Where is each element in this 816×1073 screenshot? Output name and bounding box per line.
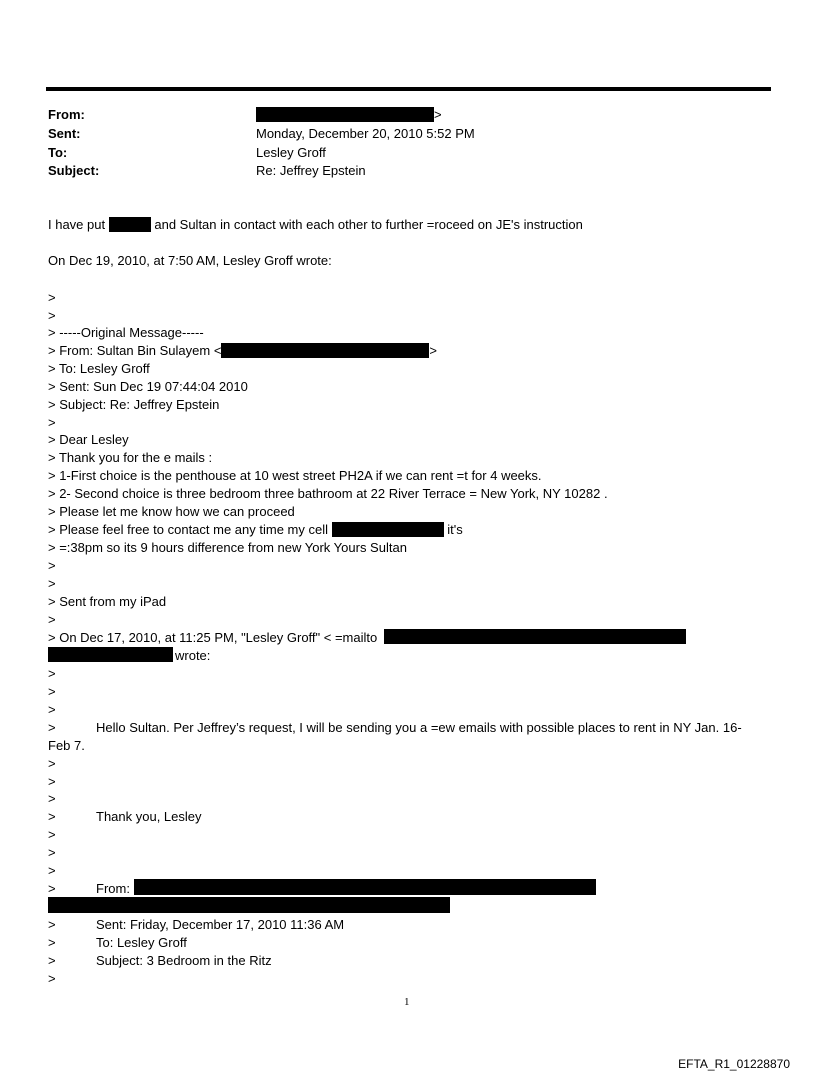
quote-line: > Sent from my iPad	[48, 594, 167, 609]
quote-line: >	[48, 827, 56, 842]
quote-line: Feb 7.	[48, 738, 85, 753]
subject-label: Subject:	[48, 163, 100, 178]
quote-line: >	[48, 612, 56, 627]
quote-line: > 1-First choice is the penthouse at 10 west street PH2A if we can rent =t for 4 weeks.	[48, 468, 542, 483]
quote-marker: >	[48, 953, 56, 968]
header-rule	[46, 87, 771, 91]
quote-line: >	[48, 308, 56, 323]
sent-label: Sent:	[48, 126, 81, 141]
quote-line: >	[48, 702, 56, 717]
quote-line: >	[48, 774, 56, 789]
quote-line: > From: Sultan Bin Sulayem < >	[48, 343, 438, 358]
quote-line: wrote:	[175, 648, 211, 663]
quote-line: > On Dec 17, 2010, at 11:25 PM, "Lesley Groff" < =mailto	[48, 630, 378, 645]
redaction-bar	[256, 107, 434, 122]
quote-marker: >	[48, 917, 56, 932]
quote-marker: >	[48, 935, 56, 950]
quote-line: >	[48, 845, 56, 860]
from-suffix: >	[434, 107, 442, 122]
quote-line: > Please let me know how we can proceed	[48, 504, 295, 519]
body-paragraph-2: On Dec 19, 2010, at 7:50 AM, Lesley Groff wrote:	[48, 253, 332, 268]
subject-value: Re: Jeffrey Epstein	[256, 163, 366, 178]
quote-line: >	[48, 415, 56, 430]
quote-line: >	[48, 971, 56, 986]
page-number: 1	[404, 996, 410, 1008]
quote-line: Thank you, Lesley	[96, 809, 202, 824]
quote-line: >	[48, 290, 56, 305]
quote-line: > =:38pm so its 9 hours difference from new York Yours Sultan	[48, 540, 407, 555]
quote-line: > Sent: Sun Dec 19 07:44:04 2010	[48, 379, 248, 394]
quote-line: Sent: Friday, December 17, 2010 11:36 AM	[96, 917, 345, 932]
quote-line: To: Lesley Groff	[96, 935, 187, 950]
to-value: Lesley Groff	[256, 145, 326, 160]
redaction-bar	[109, 217, 151, 232]
quote-line: > Subject: Re: Jeffrey Epstein	[48, 397, 220, 412]
quote-line: >	[48, 576, 56, 591]
quote-line: > To: Lesley Groff	[48, 361, 150, 376]
quote-line: >	[48, 684, 56, 699]
quote-line: >	[48, 666, 56, 681]
from-value	[256, 106, 442, 124]
to-label: To:	[48, 145, 68, 160]
from-label: From:	[48, 107, 85, 122]
quote-marker: >	[48, 809, 56, 824]
quote-line: > Dear Lesley	[48, 432, 129, 447]
body-paragraph-1: I have put and Sultan in contact with each other to further =roceed on JE's instruction	[48, 217, 583, 232]
redaction-bar	[332, 522, 444, 537]
redaction-bar	[48, 647, 173, 662]
sent-value: Monday, December 20, 2010 5:52 PM	[256, 126, 475, 141]
redaction-bar	[221, 343, 429, 358]
quote-line: > 2- Second choice is three bedroom three bathroom at 22 River Terrace = New York, NY 10282 .	[48, 486, 608, 501]
quote-line: From:	[96, 881, 130, 896]
quote-line: >	[48, 791, 56, 806]
redaction-bar	[384, 629, 686, 644]
quote-line: Hello Sultan. Per Jeffrey’s request, I will be sending you a =ew emails with possible places to rent in NY Jan. 16-	[96, 720, 742, 735]
quote-line: Subject: 3 Bedroom in the Ritz	[96, 953, 272, 968]
quote-line: > Thank you for the e mails :	[48, 450, 213, 465]
document-id: EFTA_R1_01228870	[678, 1057, 790, 1071]
quote-line: >	[48, 756, 56, 771]
redaction-bar	[134, 879, 596, 895]
quote-line: >	[48, 863, 56, 878]
quote-line: > Please feel free to contact me any time my cell it's	[48, 522, 463, 537]
quote-marker: >	[48, 720, 56, 735]
quote-line: > -----Original Message-----	[48, 325, 204, 340]
quote-line: >	[48, 558, 56, 573]
quote-marker: >	[48, 881, 56, 896]
redaction-bar	[48, 897, 450, 913]
